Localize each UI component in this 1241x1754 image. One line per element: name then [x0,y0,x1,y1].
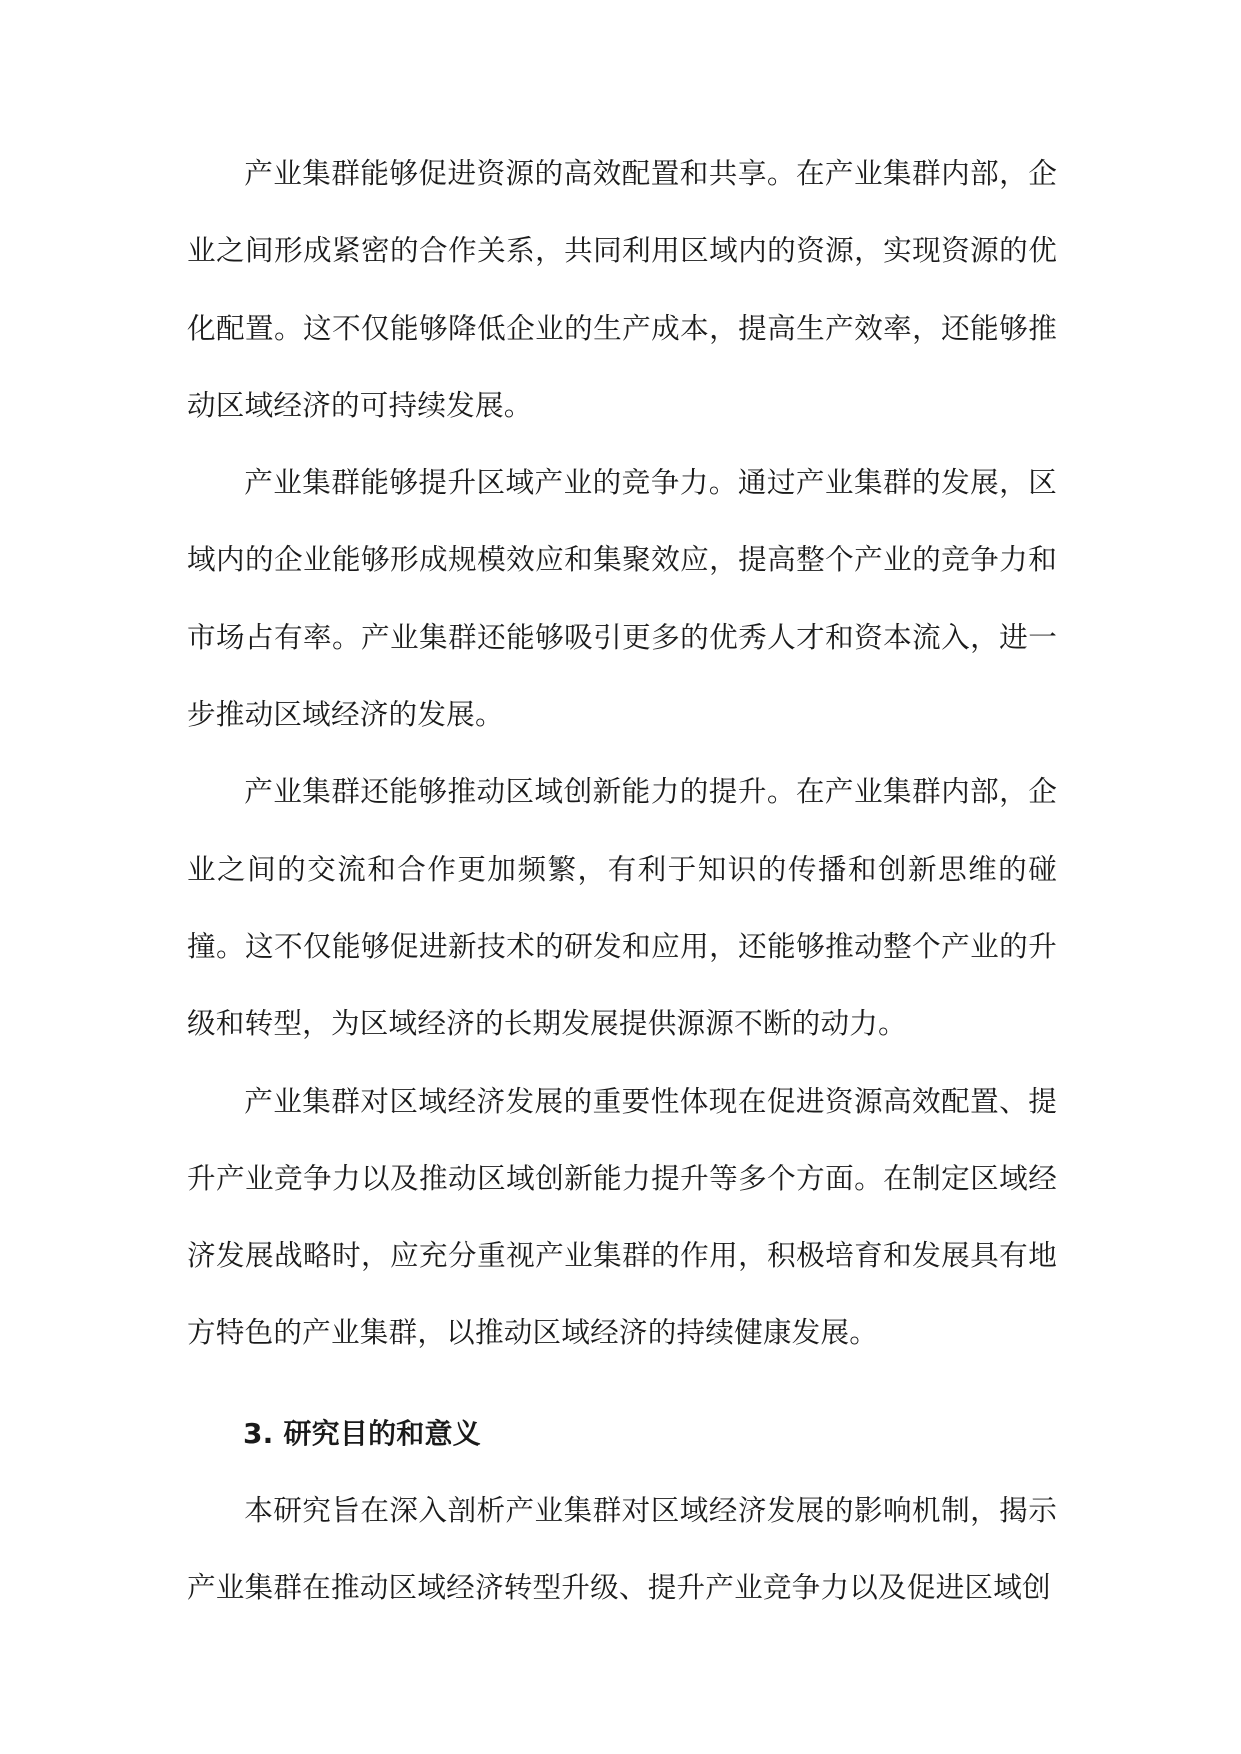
body-paragraph: 本研究旨在深入剖析产业集群对区域经济发展的影响机制，揭示产业集群在推动区域经济转型升级、提升产业竞争力以及促进区域创 [187,1492,1057,1605]
section-heading: 3. 研究目的和意义 [243,1416,481,1450]
body-paragraph: 产业集群还能够推动区域创新能力的提升。在产业集群内部，企业之间的交流和合作更加频繁，有利于知识的传播和创新思维的碰撞。这不仅能够促进新技术的研发和应用，还能够推动整个产业的升级和转型，为区域经济的长期发展提供源源不断的动力。 [187,774,1057,1041]
document-page [187,135,1057,1626]
body-paragraph: 产业集群能够提升区域产业的竞争力。通过产业集群的发展，区域内的企业能够形成规模效应和集聚效应，提高整个产业的竞争力和市场占有率。产业集群还能够吸引更多的优秀人才和资本流入，进一步推动区域经济的发展。 [187,465,1057,732]
body-paragraph: 产业集群对区域经济发展的重要性体现在促进资源高效配置、提升产业竞争力以及推动区域创新能力提升等多个方面。在制定区域经济发展战略时，应充分重视产业集群的作用，积极培育和发展具有地方特色的产业集群，以推动区域经济的持续健康发展。 [187,1083,1057,1350]
body-paragraph: 产业集群能够促进资源的高效配置和共享。在产业集群内部，企业之间形成紧密的合作关系，共同利用区域内的资源，实现资源的优化配置。这不仅能够降低企业的生产成本，提高生产效率，还能够推动区域经济的可持续发展。 [187,156,1057,422]
section-spacer [187,1372,1057,1395]
